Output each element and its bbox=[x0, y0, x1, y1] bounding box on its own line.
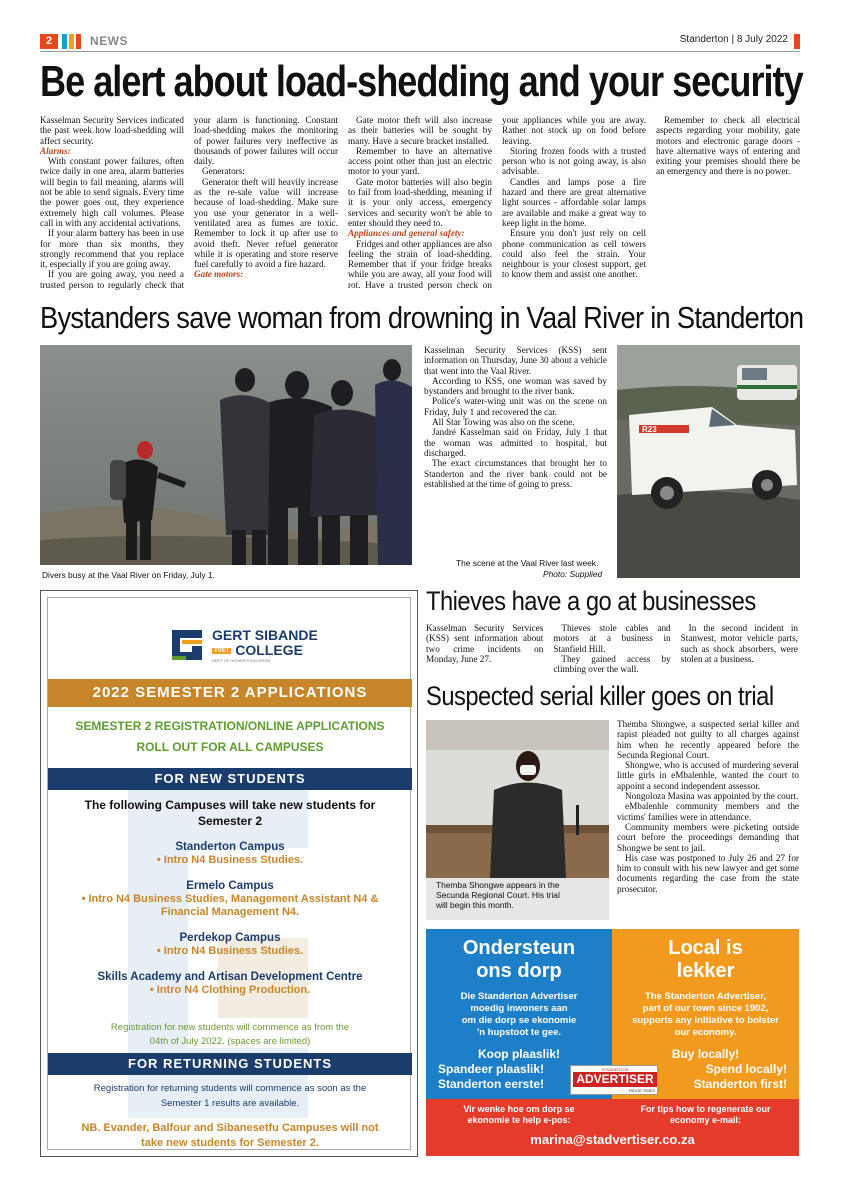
paragraph: Shongwe, who is accused of murdering several little girls in eMbalenhle, wanted the court to appoint a second independent assessor. bbox=[617, 760, 799, 791]
paragraph: Generator theft will heavily increase as the re-sale value will increase because of load-shedding. Make sure you use your generator in a well-ventilated area as fumes are toxic. Remember to lock it up after use to avoid theft. Never refuel generator while it is operating and store reserve fuel carefully to avoid a fire hazard. bbox=[194, 176, 338, 270]
paragraph: If your alarm battery has been in use for more than six months, they strongly recommend that you replace it, especially if you are going away. bbox=[40, 228, 184, 270]
reg-ret-line1: Registration for returning students will commence as soon as the bbox=[93, 1083, 367, 1094]
campus-name: Standerton Campus bbox=[175, 841, 285, 853]
promo-right-title bbox=[612, 937, 799, 983]
campus-name: Ermelo Campus bbox=[186, 880, 274, 892]
paragraph: Generators: bbox=[202, 166, 245, 177]
promo-right-body bbox=[612, 991, 799, 1039]
registration-notice bbox=[48, 716, 412, 758]
returning-students-band: FOR RETURNING STUDENTS bbox=[48, 1053, 412, 1075]
bottom-left2: ekonomie te help e-pos: bbox=[467, 1115, 571, 1125]
paragraph: eMbalenhle community members and the victims' families were in attendance. bbox=[617, 801, 799, 822]
promo-email-panel bbox=[426, 1099, 799, 1156]
logo-line2: COLLEGE bbox=[235, 642, 303, 658]
reg-new-line1: Registration for new students will commence as from the bbox=[110, 1022, 350, 1033]
paragraph: Kasselman Security Services indicated the past week how load-shedding will affect security. bbox=[40, 115, 184, 146]
logo-subtitle: DEPT OF HIGHER EDUCATION bbox=[212, 658, 271, 663]
divers-photo-caption: Divers busy at the Vaal River on Friday, July 1. bbox=[42, 570, 215, 580]
right-cta1: Buy locally! bbox=[671, 1047, 740, 1061]
nb-line2: take new students for Semester 2. bbox=[141, 1137, 319, 1149]
story4-headline: Suspected serial killer goes on trial bbox=[426, 681, 774, 711]
right-body4: our economy. bbox=[674, 1027, 737, 1038]
divers-photo bbox=[40, 345, 412, 565]
paragraph: His case was postponed to July 26 and 27 for him to consult with his new lawyer and get some documents regarding the case from the state prosecutor. bbox=[617, 852, 799, 894]
right-body3: supports any initiative to bolster bbox=[632, 1015, 779, 1026]
campus-entry bbox=[48, 970, 412, 997]
right-cta2: Spend locally! bbox=[705, 1062, 787, 1076]
paragraph: In the second incident in Stanwest, motor vehicle parts, such as shock absorbers, were stolen at a business. bbox=[680, 623, 798, 664]
paragraph: Fridges and other appliances are also feeling the strain of load-shedding. Remember that if your fridge breaks while you are away, all your food will rot. Have a trusted person check on your appliances while you are away. Rather not stock up on food before leaving. bbox=[348, 115, 646, 290]
logo-top: STANDERTON bbox=[601, 1067, 629, 1072]
story3-headline: Thieves have a go at businesses bbox=[426, 586, 756, 616]
court-photo-caption bbox=[436, 880, 606, 910]
paragraph: All Star Towing was also on the scene. bbox=[432, 417, 575, 428]
color-bar bbox=[76, 34, 81, 49]
left-body3: om die dorp se ekonomie bbox=[461, 1015, 577, 1026]
promo-email-link[interactable]: marina@stadvertiser.co.za bbox=[530, 1132, 695, 1147]
paragraph: Thieves stole cables and motors at a business in Stanfield Hill. bbox=[553, 623, 671, 654]
paragraph: Candles and lamps pose a fire hazard and there are great alternative light sources - affordable solar lamps are available and make a great way to keep light in the home. bbox=[502, 176, 646, 228]
paragraph: Nongoloza Masina was appointed by the court. bbox=[625, 791, 799, 802]
left-cta3: Standerton eerste! bbox=[438, 1077, 545, 1091]
story4-body bbox=[617, 719, 799, 924]
paragraph: Remember to have an alternative access point other than just an electric motor to your yard. bbox=[348, 145, 492, 177]
nb-line1: NB. Evander, Balfour and Sibanesetfu Campuses will not bbox=[81, 1122, 379, 1134]
right-cta3: Standerton first! bbox=[693, 1077, 787, 1091]
left-body1: Die Standerton Advertiser bbox=[460, 991, 578, 1002]
nb-notice bbox=[48, 1121, 412, 1151]
logo-tvet: TVET bbox=[214, 647, 230, 654]
story3-body bbox=[426, 623, 798, 678]
paragraph: Community members were picketing outside court before the proceedings demanding that Shongwe be sent to jail. bbox=[617, 821, 799, 853]
campus-list bbox=[48, 840, 412, 1009]
page-header bbox=[40, 34, 800, 50]
left-title1: Ondersteun bbox=[462, 937, 576, 959]
paragraph: Kasselman Security Services (KSS) sent information on Thursday, June 30 about a vehicle that went into the Vaal River. bbox=[424, 345, 607, 376]
story2-headline: Bystanders save woman from drowning in Vaal River in Standerton bbox=[40, 300, 804, 335]
subheading: Alarms: bbox=[40, 145, 71, 156]
promo-left-title bbox=[426, 937, 612, 983]
paragraph: Storing frozen foods with a trusted person who is not going away, is also advisable. bbox=[502, 145, 646, 177]
left-body2: moedig inwoners aan bbox=[470, 1003, 568, 1014]
promo-bottom-left bbox=[426, 1104, 612, 1126]
court-caption-line3: will begin this month. bbox=[436, 900, 514, 910]
court-caption-line1: Themba Shongwe appears in the bbox=[436, 880, 560, 890]
campus-course: • Intro N4 Business Studies. bbox=[156, 854, 304, 866]
campus-course: Financial Management N4. bbox=[160, 906, 300, 918]
newspaper-logo bbox=[570, 1065, 658, 1095]
story1-headline: Be alert about load-shedding and your security bbox=[40, 57, 803, 106]
campus-course: • Intro N4 Business Studies, Management Assistant N4 & bbox=[81, 893, 379, 905]
paragraph: Gate motor theft will also increase as their batteries will be sought by many. Have a secure bracket installed. bbox=[348, 115, 492, 146]
right-title2: lekker bbox=[676, 960, 735, 982]
reg-ret-line2: Semester 1 results are available. bbox=[160, 1098, 300, 1109]
promo-left-body bbox=[426, 991, 612, 1039]
color-bar bbox=[69, 34, 74, 49]
left-cta1: Koop plaaslik! bbox=[477, 1047, 560, 1061]
header-rule bbox=[40, 51, 800, 52]
college-logo-mark-icon bbox=[168, 626, 206, 664]
page-number: 2 bbox=[40, 34, 58, 49]
paragraph: With constant power failures, often twice daily in one area, alarm batteries will begin to fail meaning, alarms will not be able to send signals. Every time the power goes out, they experience extremely high call volumes. Please call in with any accidental activations. bbox=[40, 156, 184, 228]
dateline-accent bbox=[794, 34, 800, 49]
left-cta2: Spandeer plaaslik! bbox=[438, 1062, 545, 1076]
left-body4: 'n hupstoot te gee. bbox=[476, 1027, 562, 1038]
registration-line2: ROLL OUT FOR ALL CAMPUSES bbox=[136, 740, 324, 754]
reg-new-line2: 04th of July 2022. (spaces are limited) bbox=[149, 1036, 311, 1047]
campus-entry bbox=[48, 931, 412, 958]
new-students-band: FOR NEW STUDENTS bbox=[48, 768, 412, 790]
campus-entry bbox=[48, 840, 412, 867]
right-title1: Local is bbox=[668, 937, 743, 959]
bottom-right2: economy e-mail: bbox=[669, 1115, 742, 1125]
scene-photo-caption: The scene at the Vaal River last week. bbox=[456, 558, 599, 568]
paragraph: The exact circumstances that brought her to Standerton and the river bank could not be established at the time of going to press. bbox=[424, 458, 607, 489]
logo-main: ADVERTISER bbox=[573, 1072, 657, 1087]
college-logo-text bbox=[212, 628, 318, 659]
paragraph: Gate motor batteries will also begin to fail from load-shedding, meaning if it is your only access, emergency services and security won't be able to enter should they need to. bbox=[348, 176, 492, 228]
intro-line2: Semester 2 bbox=[197, 814, 263, 828]
story1-body bbox=[40, 115, 800, 297]
campus-entry bbox=[48, 879, 412, 919]
section-name: NEWS bbox=[90, 34, 128, 48]
paragraph: Themba Shongwe, a suspected serial killer and rapist pleaded not guilty to all charges against him when he recently appeared before the Secunda Regional Court. bbox=[617, 719, 799, 760]
logo-sub: RIDGE TIMES bbox=[629, 1088, 655, 1093]
story2-body bbox=[424, 345, 607, 525]
paragraph: Ensure you don't just rely on cell phone communication as cell towers could also feel the strain. Your neighbour is your closest support, get to know them and assist one another. bbox=[502, 228, 646, 280]
left-title2: ons dorp bbox=[476, 960, 562, 982]
returning-registration bbox=[48, 1081, 412, 1111]
vehicle-number: R23 bbox=[642, 425, 657, 434]
paragraph: They gained access by climbing over the wall. bbox=[553, 653, 671, 675]
intro-line1: The following Campuses will take new students for bbox=[84, 798, 376, 812]
dateline: Standerton | 8 July 2022 bbox=[679, 34, 788, 45]
campus-name: Skills Academy and Artisan Development Centre bbox=[97, 971, 363, 983]
new-registration-dates bbox=[48, 1021, 412, 1049]
paragraph: If you are going away, you need a trusted person to regularly check that your alarm is functioning. Constant load-shedding makes the monitoring of power failures very ineffective as thousands of power failures will occur daily. bbox=[40, 115, 338, 290]
paragraph: According to KSS, one woman was saved by bystanders and brought to the river bank. bbox=[424, 375, 607, 397]
subheading: Appliances and general safety: bbox=[348, 228, 465, 239]
bottom-right1: For tips how to regenerate our bbox=[640, 1104, 771, 1114]
paragraph: Kasselman Security Services (KSS) sent information about two crime incidents on Monday, June 27. bbox=[426, 623, 544, 664]
college-logo bbox=[168, 626, 318, 666]
logo-line1: GERT SIBANDE bbox=[212, 627, 318, 643]
advert-frame bbox=[47, 597, 411, 1150]
color-bar bbox=[62, 34, 67, 49]
applications-band: 2022 SEMESTER 2 APPLICATIONS bbox=[48, 679, 412, 707]
local-promo-advert bbox=[426, 929, 799, 1156]
college-advert bbox=[40, 590, 418, 1157]
registration-line1: SEMESTER 2 REGISTRATION/ONLINE APPLICATIONS bbox=[75, 719, 385, 733]
subheading: Gate motors: bbox=[194, 269, 244, 280]
campus-course: • Intro N4 Clothing Production. bbox=[149, 984, 311, 996]
court-photo bbox=[426, 720, 609, 920]
right-body1: The Standerton Advertiser, bbox=[644, 991, 767, 1002]
campus-course: • Intro N4 Business Studies. bbox=[156, 945, 304, 957]
paragraph: Police's water-wing unit was on the scene on Friday, July 1 and recovered the car. bbox=[424, 396, 607, 417]
bottom-left1: Vir wenke hoe om dorp se bbox=[463, 1104, 575, 1114]
section-color-bars bbox=[62, 34, 83, 49]
new-students-intro bbox=[48, 797, 412, 829]
campus-name: Perdekop Campus bbox=[179, 932, 281, 944]
scene-photo bbox=[617, 345, 800, 578]
paragraph: Jandré Kasselman said on Friday, July 1 that the woman was admitted to hospital, but discharged. bbox=[424, 427, 607, 458]
right-body2: part of our town since 1902, bbox=[642, 1003, 769, 1014]
scene-photo-credit: Photo: Supplied bbox=[543, 569, 603, 579]
paragraph: Remember to check all electrical aspects regarding your mobility, gate motors and electronic garage doors - have alternative ways of entering and exiting your premises should there be an emergency and there is no power. bbox=[656, 115, 800, 177]
court-caption-line2: Secunda Regional Court. His trial bbox=[436, 890, 560, 900]
promo-bottom-right bbox=[612, 1104, 799, 1126]
